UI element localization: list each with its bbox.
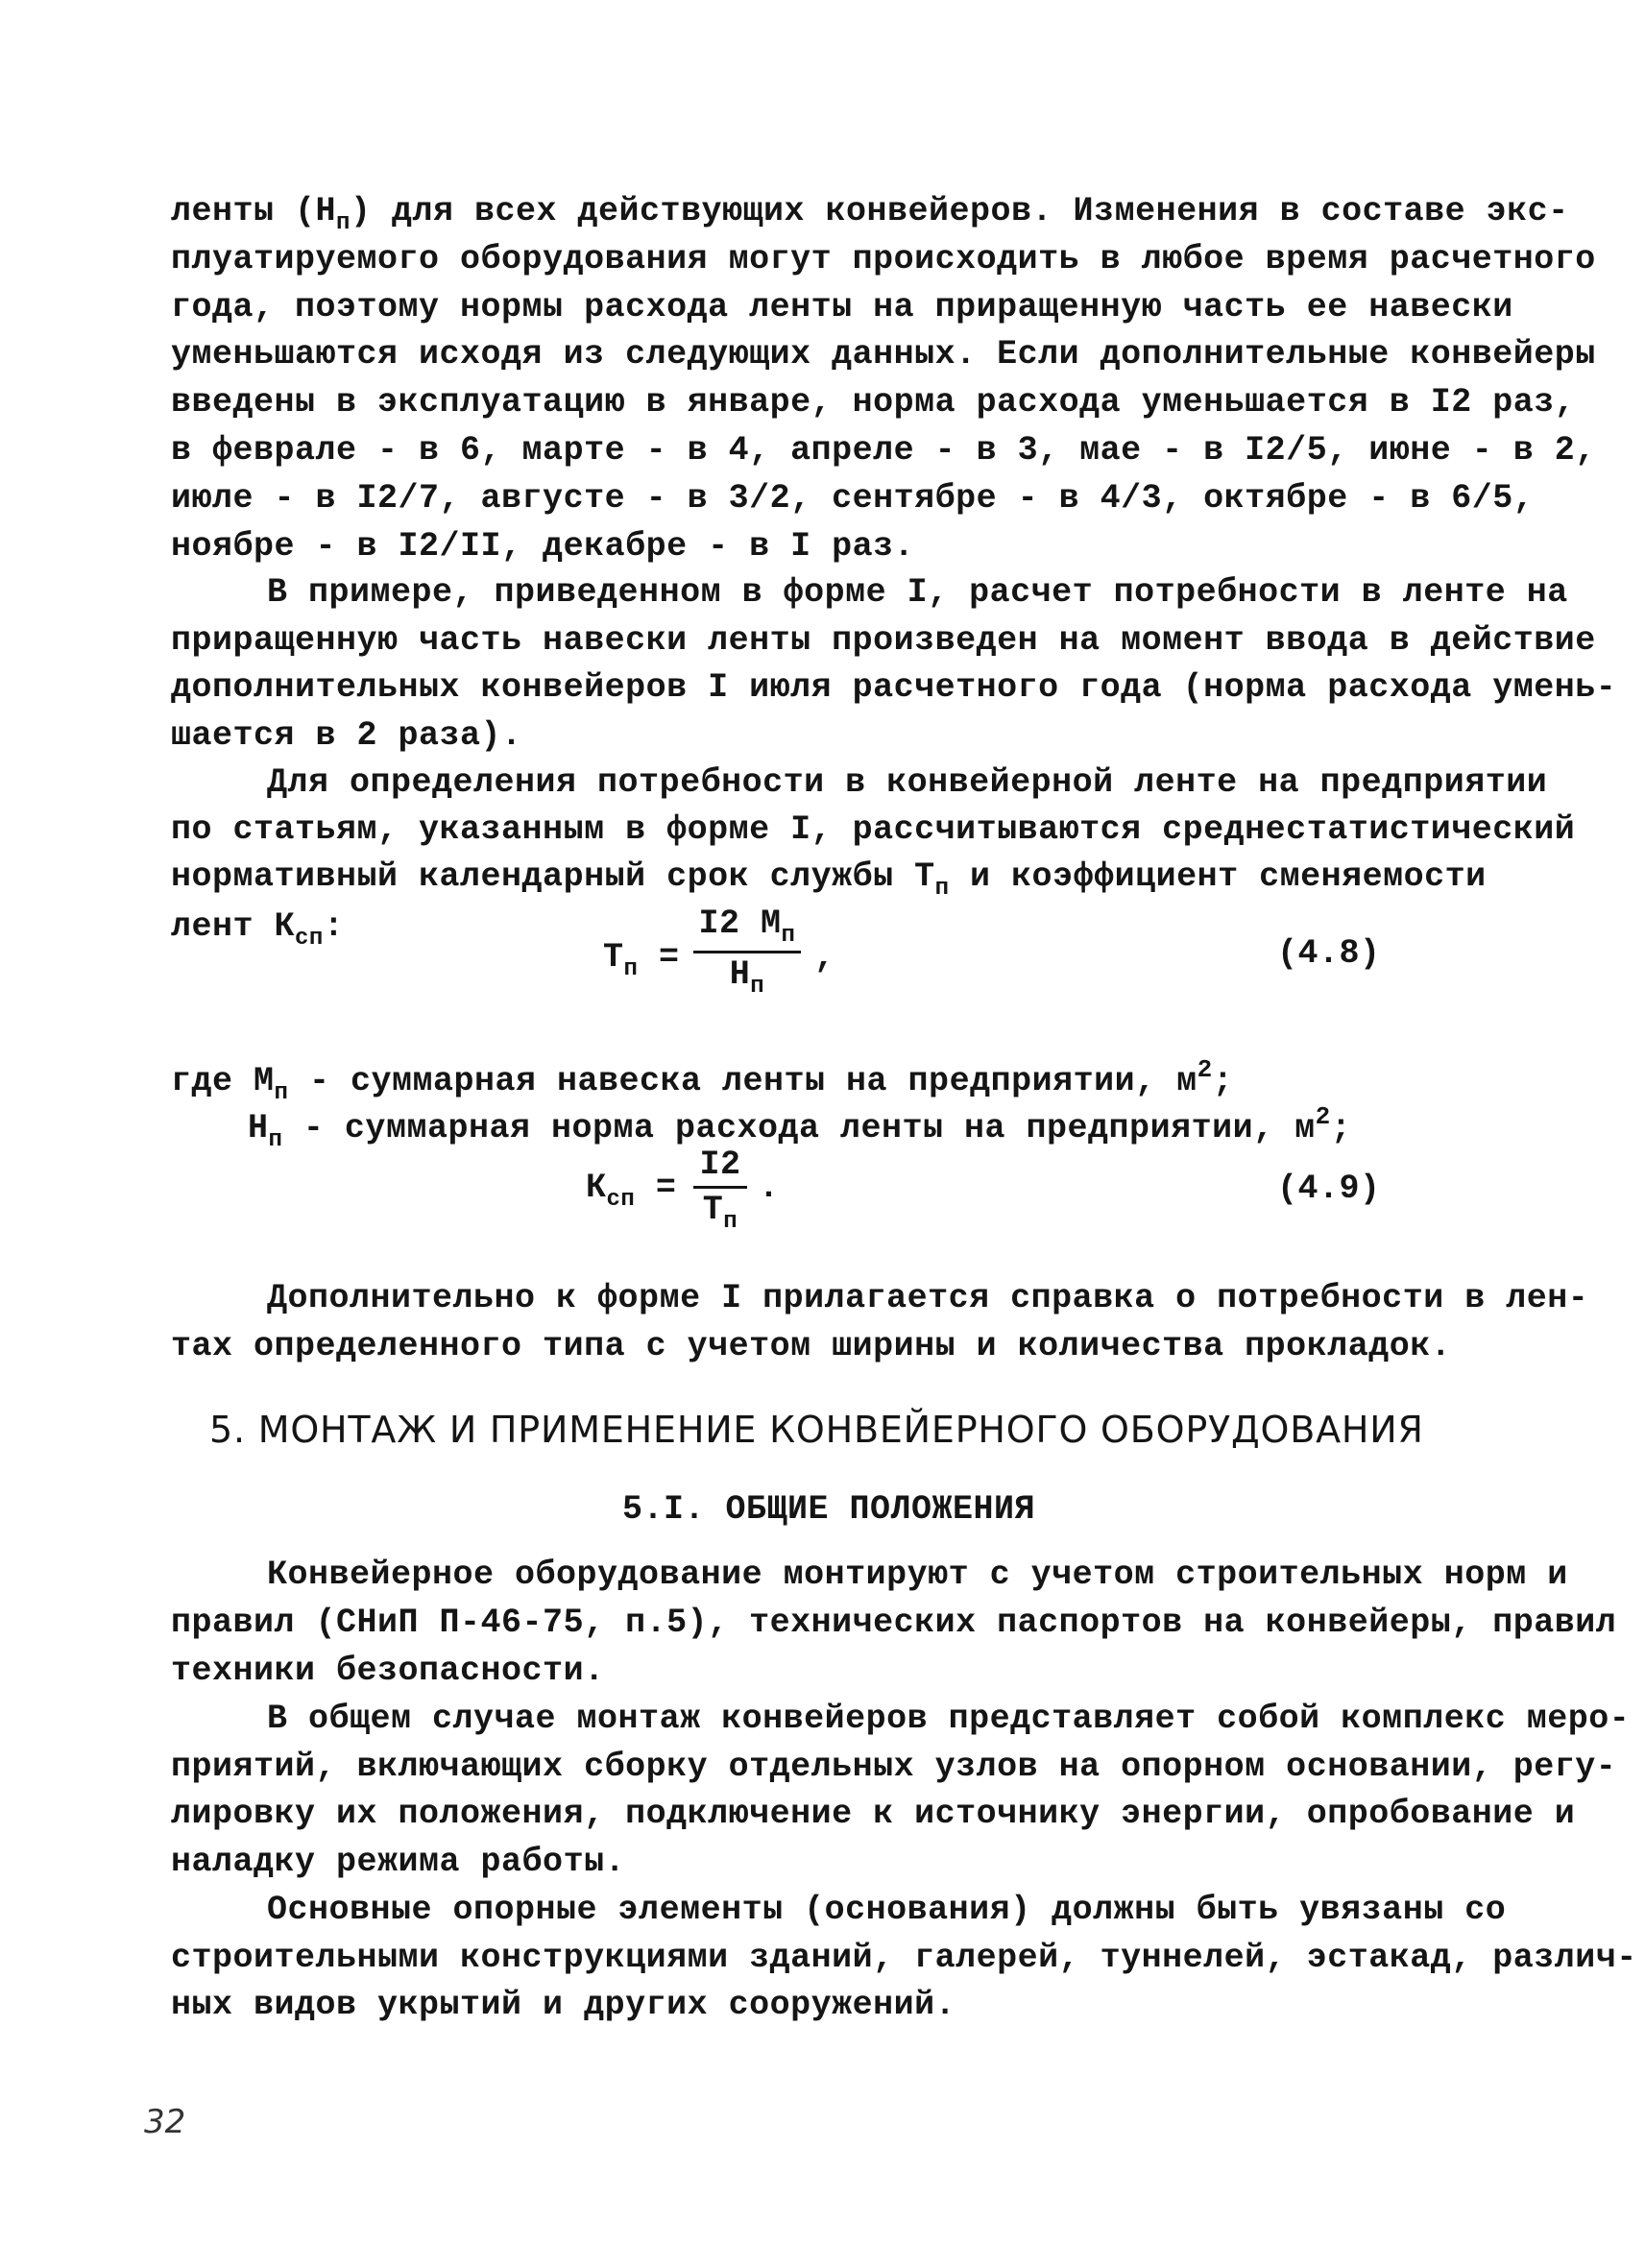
text-line: строительными конструкциями зданий, галерей, туннелей, эстакад, различ-: [171, 1939, 1637, 1977]
text-line: лировку их положения, подключение к источнику энергии, опробование и: [171, 1795, 1576, 1833]
text-line: В примере, приведенном в форме I, расчет потребности в ленте на: [267, 573, 1568, 612]
text-line: введены в эксплуатацию в январе, норма расхода уменьшается в I2 раз,: [171, 383, 1576, 422]
text-line: Дополнительно к форме I прилагается справка о потребности в лен-: [267, 1279, 1589, 1317]
formula-lhs: $К_{сп}$ =: [586, 1169, 677, 1213]
text-line: дополнительных конвейеров I июля расчетного года (норма расхода умень-: [171, 668, 1617, 707]
subsection-title: 5.I. ОБЩИЕ ПОЛОЖЕНИЯ: [622, 1490, 1036, 1529]
text-line: правил (СНиП П-46-75, п.5), технических паспортов на конвейеры, правил: [171, 1604, 1617, 1642]
text-line: приятий, включающих сборку отдельных узлов на опорном основании, регу-: [171, 1748, 1617, 1786]
text-line: июле - в I2/7, августе - в 3/2, сентябре - в 4/3, октябре - в 6/5,: [171, 479, 1535, 518]
text-line: В общем случае монтаж конвейеров представляет собой комплекс меро-: [267, 1700, 1631, 1738]
text-line: ноябре - в I2/II, декабре - в I раз.: [171, 527, 915, 566]
formula-trailing: .: [759, 1169, 780, 1207]
equation-number: (4.9): [1277, 1170, 1381, 1208]
fraction-denominator: $Т_п$: [702, 1191, 738, 1235]
text-line: наладку режима работы.: [171, 1843, 626, 1881]
fraction-numerator: I2 $М_п$: [698, 905, 796, 949]
text-line: тах определенного типа с учетом ширины и количества прокладок.: [171, 1327, 1452, 1365]
page-number: 32: [144, 2103, 186, 2141]
formula-trailing: ,: [814, 938, 835, 977]
text-line: техники безопасности.: [171, 1652, 605, 1690]
formula-fraction: [693, 905, 801, 1000]
text-line: лент $К_{сп}$:: [171, 907, 345, 952]
text-line: ленты $(Н_п)$ для всех действующих конвейеров. Изменения в составе экс-: [171, 192, 1569, 236]
text-line: Для определения потребности в конвейерной ленте на предприятии: [267, 763, 1548, 802]
text-line: шается в 2 раза).: [171, 716, 522, 755]
formula-fraction: [693, 1146, 747, 1235]
text-line: Основные опорные элементы (основания) должны быть увязаны со: [267, 1891, 1507, 1929]
text-line: плуатируемого оборудования могут происходить в любое время расчетного: [171, 240, 1596, 278]
formula-lhs: $Т_п$ =: [603, 938, 680, 982]
text-line: приращенную часть навески ленты произведен на момент ввода в действие: [171, 621, 1596, 660]
definition-line: где $М_п$ - суммарная навеска ленты на предприятии, $м^2$;: [171, 1055, 1234, 1106]
text-line: Конвейерное оборудование монтируют с учетом строительных норм и: [267, 1556, 1568, 1594]
fraction-bar: [693, 951, 801, 953]
text-line: года, поэтому нормы расхода ленты на приращенную часть ее навески: [171, 288, 1513, 326]
equation-number: (4.8): [1277, 934, 1381, 973]
text-line: в феврале - в 6, марте - в 4, апреле - в 3, мае - в I2/5, июне - в 2,: [171, 431, 1596, 470]
fraction-denominator: $Н_п$: [729, 955, 765, 1000]
text-line: ных видов укрытий и других сооружений.: [171, 1986, 956, 2024]
text-line: по статьям, указанным в форме I, рассчитываются среднестатистический: [171, 810, 1576, 849]
text-line: уменьшаются исходя из следующих данных. Если дополнительные конвейеры: [171, 335, 1596, 374]
fraction-numerator: I2: [699, 1146, 741, 1184]
definition-line: $Н_п$ - суммарная норма расхода ленты на предприятии, $м^2$;: [248, 1102, 1352, 1153]
text-line: нормативный календарный срок службы $Т_п$ и коэффициент сменяемости: [171, 857, 1487, 902]
section-title: 5. МОНТАЖ И ПРИМЕНЕНИЕ КОНВЕЙЕРНОГО ОБОРУДОВАНИЯ: [209, 1409, 1424, 1451]
fraction-bar: [693, 1186, 747, 1189]
